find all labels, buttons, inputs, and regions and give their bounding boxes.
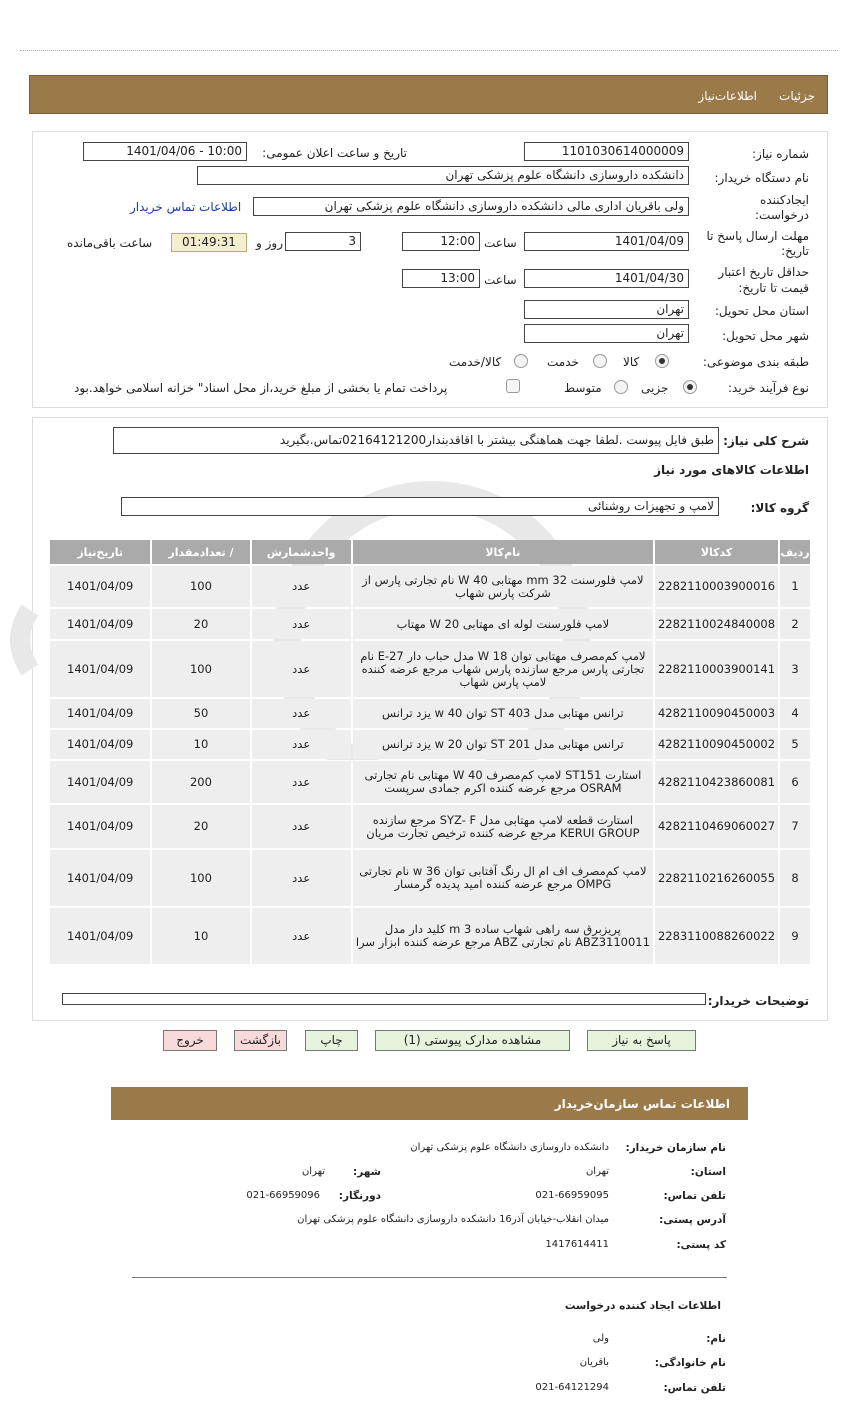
category-radio-both[interactable] [514,354,528,368]
creator-name: ولی [592,1333,609,1344]
cell-unit: عدد [252,730,351,759]
cell-code: 2283110088260022 [655,908,778,964]
remaining-label: ساعت باقی‌مانده [67,236,153,250]
cell-code: 4282110090450003 [655,699,778,728]
cell-qty: 100 [152,641,249,697]
col-date: تاریخ‌نیاز [50,540,150,564]
buyer-notes-label: توضیحات خریدار: [707,994,809,1008]
cell-qty: 20 [152,805,249,848]
cell-qty: 100 [152,566,249,607]
cell-name: استارت قطعه لامپ مهتابی مدل SYZ- F مرجع سازنده KERUI GROUP مرجع عرضه کننده ترخیص تجارت مریان [353,805,653,848]
general-desc-label: شرح کلی نیاز: [723,434,809,448]
cell-name: لامپ فلورسنت لوله ای مهتابی 20 W مهتاب [353,609,653,639]
goods-info-title: اطلاعات کالاهای مورد نیاز [654,463,809,477]
process-option-minor: جزیی [641,381,669,395]
table-row [50,805,810,848]
tab-need-info[interactable]: اطلاعات‌نیاز [698,89,757,103]
cell-code: 4282110469060027 [655,805,778,848]
cell-unit: عدد [252,609,351,639]
cell-name: ترانس مهتابی مدل ST 201 توان 20 w یزد ترانس [353,730,653,759]
buyer-org-label: نام دستگاه خریدار: [714,171,809,185]
announce-label: تاریخ و ساعت اعلان عمومی: [262,146,407,160]
back-button[interactable]: بازگشت [234,1030,287,1051]
contact-divider [132,1277,727,1278]
cell-row: 7 [780,805,810,848]
col-unit: واحدشمارش [252,540,351,564]
cell-row: 3 [780,641,810,697]
col-name: نام‌کالا [353,540,653,564]
cell-date: 1401/04/09 [50,761,150,803]
buyer-org-field: دانشکده داروسازی دانشگاه علوم پزشکی تهران [197,166,689,185]
cell-row: 5 [780,730,810,759]
table-row [50,730,810,759]
attachments-button[interactable]: مشاهده مدارک پیوستی (1) [375,1030,570,1051]
creator-phone-label: تلفن تماس: [663,1382,726,1394]
table-row [50,641,810,697]
cell-name: لامپ کم‌مصرف مهتابی توان 18 W مدل حباب دار E-27 نام تجارتی پارس مرجع سازنده پارس شهاب مرجع عرضه کننده لامپ پارس شهاب [353,641,653,697]
cell-row: 9 [780,908,810,964]
cell-date: 1401/04/09 [50,850,150,906]
contact-fax-label: دورنگار: [338,1190,381,1202]
table-row [50,908,810,964]
deadline-label-2: تاریخ: [781,244,809,258]
contact-phone: 021-66959095 [535,1190,609,1201]
treasury-payment-checkbox[interactable] [506,379,520,393]
cell-date: 1401/04/09 [50,908,150,964]
contact-address: میدان انقلاب-خیابان آذر16 دانشکده داروسازی دانشگاه علوم پزشکی تهران [297,1214,609,1225]
city-field: تهران [524,324,689,343]
deadline-label-1: مهلت ارسال پاسخ تا [706,229,809,243]
table-row [50,850,810,906]
cell-code: 2282110003900141 [655,641,778,697]
cell-date: 1401/04/09 [50,805,150,848]
category-option-goods: کالا [623,355,640,369]
validity-date-field: 1401/04/30 [524,269,689,288]
days-label: روز و [256,236,283,250]
contact-org-label: نام سازمان خریدار: [625,1142,726,1154]
cell-unit: عدد [252,761,351,803]
cell-qty: 20 [152,609,249,639]
days-field: 3 [285,232,361,251]
cell-date: 1401/04/09 [50,699,150,728]
need-number-label: شماره نیاز: [752,147,809,161]
validity-label-1: حداقل تاریخ اعتبار [718,265,809,279]
cell-qty: 50 [152,699,249,728]
cell-unit: عدد [252,699,351,728]
process-radio-minor[interactable] [683,380,697,394]
cell-row: 6 [780,761,810,803]
cell-qty: 10 [152,730,249,759]
city-label: شهر محل تحویل: [722,329,809,343]
contact-postal: 1417614411 [545,1239,609,1250]
contact-city-label: شهر: [353,1166,381,1178]
goods-table [48,538,812,966]
creator-field: ولی باقریان اداری مالی دانشکده داروسازی دانشگاه علوم پزشکی تهران [253,197,689,216]
cell-name: لامپ کم‌مصرف اف ام ال رنگ آفتابی توان 36 w نام تجارتی OMPG مرجع عرضه کننده امید پدیده گرمسار [353,850,653,906]
contact-org: دانشکده داروسازی دانشگاه علوم پزشکی تهران [410,1142,609,1153]
table-row [50,566,810,607]
process-radio-medium[interactable] [614,380,628,394]
general-desc-field: طبق فایل پیوست .لطفا جهت هماهنگی بیشتر با اقاقدبندار02164121200تماس.بگیرید [113,427,719,454]
cell-unit: عدد [252,908,351,964]
treasury-payment-note: پرداخت تمام یا بخشی از مبلغ خرید،از محل اسناد" خزانه اسلامی خواهد.بود [74,381,448,395]
creator-family: باقریان [579,1357,609,1368]
goods-table-header [50,540,810,564]
contact-title: اطلاعات تماس سازمان‌خریدار [554,1097,730,1111]
deadline-time-label: ساعت [484,236,517,250]
tab-details[interactable]: جزئیات [779,89,815,103]
need-number-field: 1101030614000009 [524,142,689,161]
contact-fax: 021-66959096 [246,1190,320,1201]
creator-label-1: ایجادکننده [760,193,809,207]
goods-group-field: لامپ و تجهیزات روشنائی [121,497,719,516]
category-label: طبقه بندی موضوعی: [702,355,809,369]
cell-name: ترانس مهتابی مدل ST 403 توان 40 w یزد ترانس [353,699,653,728]
announce-field: 1401/04/06 - 10:00 [83,142,247,161]
cell-code: 4282110090450002 [655,730,778,759]
print-button[interactable]: چاپ [305,1030,358,1051]
province-label: استان محل تحویل: [714,304,809,318]
col-qty: / تعدادمقدار [152,540,249,564]
deadline-time-field: 12:00 [402,232,480,251]
category-radio-service[interactable] [593,354,607,368]
cell-unit: عدد [252,641,351,697]
cell-row: 2 [780,609,810,639]
contact-postal-label: کد پستی: [676,1239,726,1251]
remaining-timer: 01:49:31 [171,233,247,252]
col-row: ردیف [780,540,810,564]
table-row [50,609,810,639]
creator-info-title: اطلاعات ایجاد کننده درخواست [564,1300,721,1312]
contact-province-label: استان: [690,1166,726,1178]
cell-date: 1401/04/09 [50,641,150,697]
deadline-date-field: 1401/04/09 [524,232,689,251]
cell-qty: 100 [152,850,249,906]
cell-date: 1401/04/09 [50,730,150,759]
reply-button[interactable]: پاسخ به نیاز [587,1030,696,1051]
contact-header [111,1087,748,1120]
cell-unit: عدد [252,850,351,906]
top-divider [20,50,838,51]
cell-code: 4282110423860081 [655,761,778,803]
cell-row: 1 [780,566,810,607]
exit-button[interactable]: خروج [163,1030,217,1051]
contact-city: تهران [301,1166,325,1177]
cell-unit: عدد [252,566,351,607]
province-field: تهران [524,300,689,319]
table-row [50,699,810,728]
cell-name: پریزبرق سه راهی شهاب ساده 3 m کلید دار مدل ABZ3110011 نام تجارتی ABZ مرجع عرضه کننده ابزار سرا [353,908,653,964]
cell-date: 1401/04/09 [50,609,150,639]
cell-unit: عدد [252,805,351,848]
creator-name-label: نام: [706,1333,726,1345]
cell-name: لامپ فلورسنت 32 mm مهتابی 40 W نام تجارتی پارس از شرکت پارس شهاب [353,566,653,607]
category-option-both: کالا/خدمت [449,355,502,369]
goods-group-label: گروه کالا: [750,501,809,515]
col-code: کدکالا [655,540,778,564]
header-tab-bar [29,75,828,114]
cell-row: 4 [780,699,810,728]
creator-phone: 021-64121294 [535,1382,609,1393]
process-option-medium: متوسط [564,381,602,395]
cell-qty: 10 [152,908,249,964]
validity-time-field: 13:00 [402,269,480,288]
buyer-contact-link[interactable]: اطلاعات تماس خریدار [130,200,242,214]
buyer-notes-field [62,993,706,1005]
contact-province: تهران [585,1166,609,1177]
creator-label-2: درخواست: [755,208,809,222]
cell-qty: 200 [152,761,249,803]
contact-phone-label: تلفن تماس: [663,1190,726,1202]
contact-address-label: آدرس پستی: [659,1214,726,1226]
table-row [50,761,810,803]
cell-name: استارت ST151 لامپ کم‌مصرف 40 W مهتابی نام تجارتی OSRAM مرجع عرضه کننده اکرم جمادی سرپست [353,761,653,803]
category-radio-goods[interactable] [655,354,669,368]
validity-time-label: ساعت [484,273,517,287]
validity-label-2: قیمت تا تاریخ: [738,281,809,295]
cell-code: 2282110216260055 [655,850,778,906]
cell-code: 2282110024840008 [655,609,778,639]
creator-family-label: نام خانوادگی: [654,1357,726,1369]
process-label: نوع فرآیند خرید: [728,381,809,395]
category-option-service: خدمت [547,355,579,369]
cell-code: 2282110003900016 [655,566,778,607]
cell-row: 8 [780,850,810,906]
cell-date: 1401/04/09 [50,566,150,607]
